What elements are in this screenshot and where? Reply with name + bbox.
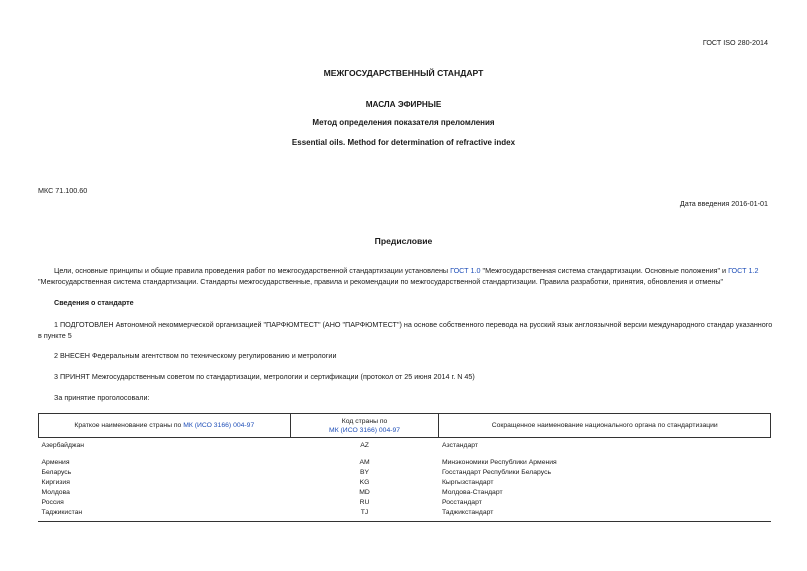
code-cell: AM xyxy=(359,459,370,466)
header-body: Сокращенное наименование национального органа по стандартизации xyxy=(439,414,771,438)
country-cell: Азербайджан xyxy=(41,442,84,449)
body-cell: Таджикстандарт xyxy=(441,509,494,516)
item-1: 1 ПОДГОТОВЛЕН Автономной некоммерческой организацией "ПАРФЮМТЕСТ" (АНО "ПАРФЮМТЕСТ") на основе собственного перевода на русский язык англоязычной версии международного стандар указанного в пункте 5 xyxy=(38,320,773,340)
table-row xyxy=(39,508,771,518)
table-header-row xyxy=(39,414,771,438)
code-cell: AZ xyxy=(360,442,369,449)
code-cell: MD xyxy=(359,489,370,496)
body-cell: Азстандарт xyxy=(441,442,478,449)
table-spacer-row xyxy=(39,451,771,458)
title-ru-sub: Метод определения показателя преломления xyxy=(312,118,495,127)
item-3: 3 ПРИНЯТ Межгосударственным советом по стандартизации, метрологии и сертификации (протокол от 25 июня 2014 г. N 45) xyxy=(54,372,475,381)
header-code xyxy=(290,414,439,438)
foreword-text-c: "Межгосударственная система стандартизации. Стандарты межгосударственные, правила и рекомендации по межгосударственной стандартизации. Правила разработки, принятия, обновления и отмены" xyxy=(38,276,724,286)
table-row xyxy=(39,498,771,508)
about-heading: Сведения о стандарте xyxy=(54,298,134,307)
item-2: 2 ВНЕСЕН Федеральным агентством по техническому регулированию и метрологии xyxy=(54,351,337,360)
title-ru-main: МАСЛА ЭФИРНЫЕ xyxy=(365,100,442,109)
country-cell: Армения xyxy=(41,459,70,466)
title-en: Essential oils. Method for determination of refractive index xyxy=(291,138,516,147)
code-cell: TJ xyxy=(360,509,369,516)
mks-code: МКС 71.100.60 xyxy=(38,186,88,195)
header-country-text: Краткое наименование страны по xyxy=(74,422,184,429)
header-code-text: Код страны по xyxy=(341,417,388,425)
body-cell: Росстандарт xyxy=(441,499,482,506)
voted-label: За принятие проголосовали: xyxy=(54,393,150,402)
header-country-link[interactable]: МК (ИСО 3166) 004-97 xyxy=(183,422,255,429)
standard-type: МЕЖГОСУДАРСТВЕННЫЙ СТАНДАРТ xyxy=(323,68,484,78)
body-cell: Минэкономики Республики Армения xyxy=(441,459,557,466)
intro-date: Дата введения 2016-01-01 xyxy=(679,199,768,208)
document-code: ГОСТ ISO 280-2014 xyxy=(702,38,768,47)
code-cell: KG xyxy=(359,479,370,486)
body-cell: Госстандарт Республики Беларусь xyxy=(441,469,552,476)
table-row xyxy=(39,458,771,468)
body-cell: Кыргызстандарт xyxy=(441,479,494,486)
table-row xyxy=(39,468,771,478)
country-cell: Беларусь xyxy=(41,469,72,476)
foreword-paragraph xyxy=(38,266,773,287)
foreword-heading: Предисловие xyxy=(374,236,433,246)
table-row xyxy=(39,438,771,452)
country-cell: Таджикистан xyxy=(41,509,83,516)
code-cell: RU xyxy=(359,499,370,506)
country-cell: Киргизия xyxy=(41,479,70,486)
foreword-text-b: "Межгосударственная система стандартизации. Основные положения" и xyxy=(480,266,729,275)
country-cell: Молдова xyxy=(41,489,70,496)
header-code-link[interactable]: МК (ИСО 3166) 004-97 xyxy=(329,426,401,434)
table-row xyxy=(39,478,771,488)
foreword-text-a: Цели, основные принципы и общие правила проведения работ по межгосударственной стандартизации установлены xyxy=(54,266,451,275)
gost-1-0-link[interactable]: ГОСТ 1.0 xyxy=(450,266,481,275)
voting-countries-table xyxy=(38,413,771,518)
table-bottom-rule xyxy=(38,521,771,522)
country-cell: Россия xyxy=(41,499,64,506)
gost-1-2-link[interactable]: ГОСТ 1.2 xyxy=(728,266,759,275)
table-row xyxy=(39,488,771,498)
header-country xyxy=(39,414,291,438)
body-cell: Молдова-Стандарт xyxy=(441,489,503,496)
code-cell: BY xyxy=(360,469,370,476)
